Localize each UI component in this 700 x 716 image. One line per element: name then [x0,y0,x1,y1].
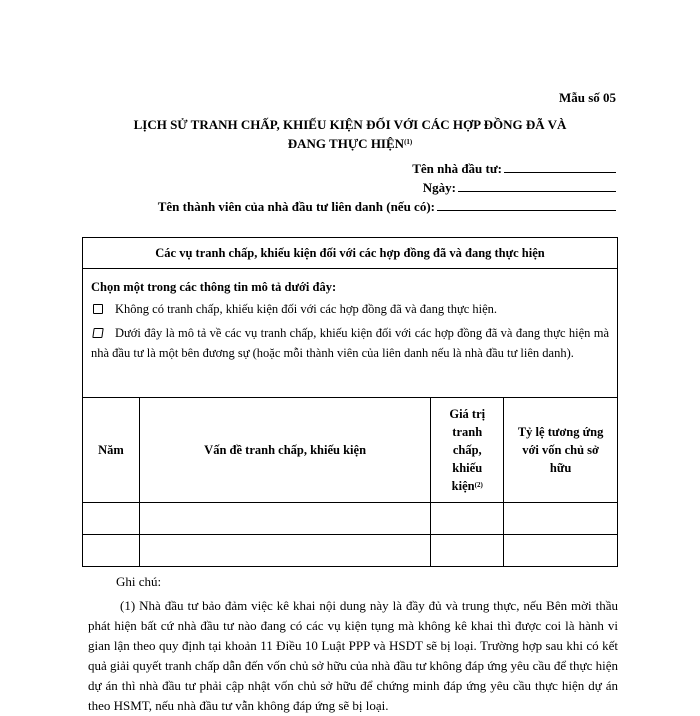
col-value-line: tranh [452,425,483,439]
table-cell[interactable] [431,503,504,535]
col-ratio-line: với vốn chủ sở [522,443,599,457]
notes-label: Ghi chú: [116,574,162,589]
col-ratio-line: hữu [549,461,572,475]
col-header-ratio [504,398,618,503]
col-value-line: chấp, [452,443,482,457]
table-cell[interactable] [139,535,430,567]
option-no-disputes-text: Không có tranh chấp, khiếu kiện đối với các hợp đồng đã và đang thực hiện. [115,302,498,316]
option-no-disputes[interactable] [91,299,609,319]
checkbox-icon[interactable] [93,304,103,314]
form-number: Mẫu số 05 [558,90,616,105]
table-cell[interactable] [139,503,430,535]
col-value-footnote: (2) [474,481,483,489]
consortium-member-field[interactable] [158,199,616,215]
col-value-line: Giá trị [449,407,486,421]
table-row [83,503,618,535]
investor-name-field[interactable] [412,161,616,177]
option-disputes-listed[interactable] [91,323,609,363]
choose-label: Chọn một trong các thông tin mô tả dưới đây: [91,280,337,294]
col-header-issue: Vấn đề tranh chấp, khiếu kiện [139,398,430,503]
table-row [83,535,618,567]
consortium-member-blank[interactable] [437,199,616,211]
investor-name-blank[interactable] [504,161,616,173]
col-ratio-line: Tỷ lệ tương ứng [517,425,604,439]
disputes-table [82,237,618,567]
investor-name-label: Tên nhà đầu tư: [412,161,502,176]
table-header: Các vụ tranh chấp, khiếu kiện đối với các hợp đồng đã và đang thực hiện [83,238,618,269]
table-cell[interactable] [504,503,618,535]
date-label: Ngày: [422,180,456,195]
table-cell[interactable] [83,503,140,535]
title-line-2 [100,134,600,153]
col-value-line: khiếu [452,461,483,475]
notes-section [88,572,618,716]
col-value-line [431,477,503,495]
col-value-text: kiện [451,479,475,493]
date-blank[interactable] [458,180,616,192]
options-cell [83,269,618,398]
date-field[interactable] [423,180,616,196]
col-header-value [431,398,504,503]
title-line-1: LỊCH SỬ TRANH CHẤP, KHIẾU KIỆN ĐỐI VỚI CÁC HỢP ĐỒNG ĐÃ VÀ [133,117,567,132]
table-cell[interactable] [504,535,618,567]
table-cell[interactable] [83,535,140,567]
consortium-member-label: Tên thành viên của nhà đầu tư liên danh (nếu có): [157,199,435,214]
title-footnote: (1) [404,138,413,146]
table-cell[interactable] [431,535,504,567]
checkbox-icon[interactable] [92,328,103,338]
title-line-2-text: ĐANG THỰC HIỆN [287,136,405,151]
option-disputes-listed-text: Dưới đây là mô tả về các vụ tranh chấp, khiếu kiện đối với các hợp đồng đã và đang thực hiện mà nhà đầu tư là một bên đương sự (hoặc mỗi thành viên của liên danh nếu là nhà đầu tư liên danh). [91,326,609,360]
document-title [100,115,600,153]
col-header-year: Năm [83,398,140,503]
note-1: (1) Nhà đầu tư bảo đảm việc kê khai nội dung này là đầy đủ và trung thực, nếu Bên mời thầu phát hiện bất cứ nhà đầu tư nào đang có các vụ kiện tụng mà không kê khai thì được coi là hành vi gian lận theo quy định tại khoản 11 Điều 10 Luật PPP và HSDT sẽ bị loại. Trường hợp sau khi có kết quả giải quyết tranh chấp dẫn đến vốn chủ sở hữu của nhà đầu tư không đáp ứng yêu cầu để thực hiện dự án thì nhà đầu tư phải cập nhật vốn chủ sở hữu để chứng minh đáp ứng yêu cầu thực hiện dự án theo HSMT, nếu nhà đầu tư vẫn không đáp ứng sẽ bị loại. [88,598,618,713]
